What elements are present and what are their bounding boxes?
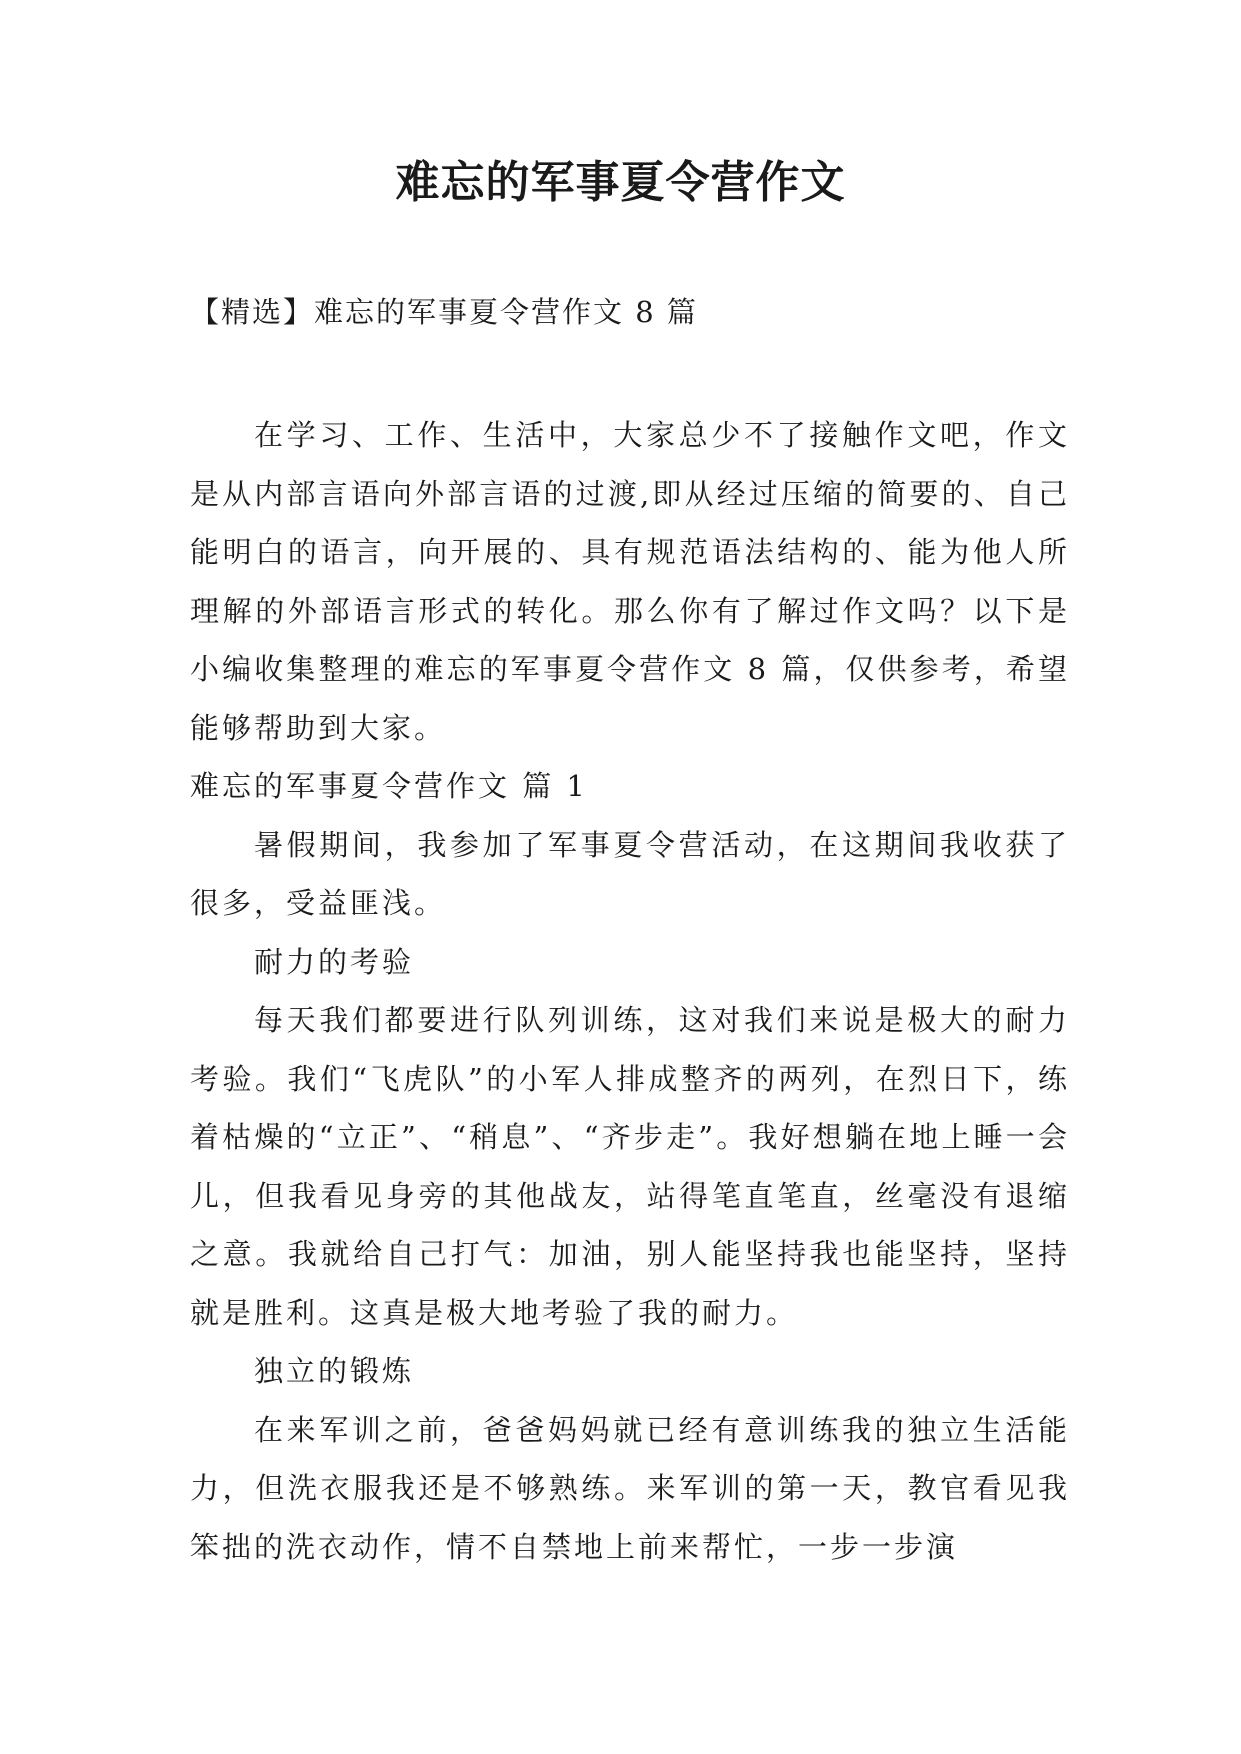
intro-paragraph: 在学习、工作、生活中，大家总少不了接触作文吧，作文是从内部言语向外部言语的过渡,即从经过压缩的简要的、自己能明白的语言，向开展的、具有规范语法结构的、能为他人所理解的外部语言形式的转化。那么你有了解过作文吗？以下是小编收集整理的难忘的军事夏令营作文 8 篇，仅供参考，希望能够帮助到大家。 <box>190 418 1070 745</box>
sub-heading: 独立的锻炼 <box>254 1354 415 1388</box>
body-paragraph: 在来军训之前，爸爸妈妈就已经有意训练我的独立生活能力，但洗衣服我还是不够熟练。来军训的第一天，教官看见我笨拙的洗衣动作，情不自禁地上前来帮忙，一步一步演 <box>190 1412 1070 1564</box>
sub-heading: 耐力的考验 <box>254 944 415 979</box>
document-body <box>190 406 1070 1576</box>
body-paragraph: 暑假期间，我参加了军事夏令营活动，在这期间我收获了很多，受益匪浅。 <box>190 827 1070 920</box>
section-heading: 难忘的军事夏令营作文 篇 1 <box>190 769 588 803</box>
document-subtitle: 【精选】难忘的军事夏令营作文 8 篇 <box>190 295 698 329</box>
document-title: 难忘的军事夏令营作文 <box>395 157 846 208</box>
body-paragraph: 每天我们都要进行队列训练，这对我们来说是极大的耐力考验。我们“飞虎队”的小军人排成整齐的两列，在烈日下，练着枯燥的“立正”、“稍息”、“齐步走”。我好想躺在地上睡一会儿，但我看见身旁的其他战友，站得笔直笔直，丝毫没有退缩之意。我就给自己打气：加油，别人能坚持我也能坚持，坚持就是胜利。这真是极大地考验了我的耐力。 <box>190 1003 1070 1330</box>
